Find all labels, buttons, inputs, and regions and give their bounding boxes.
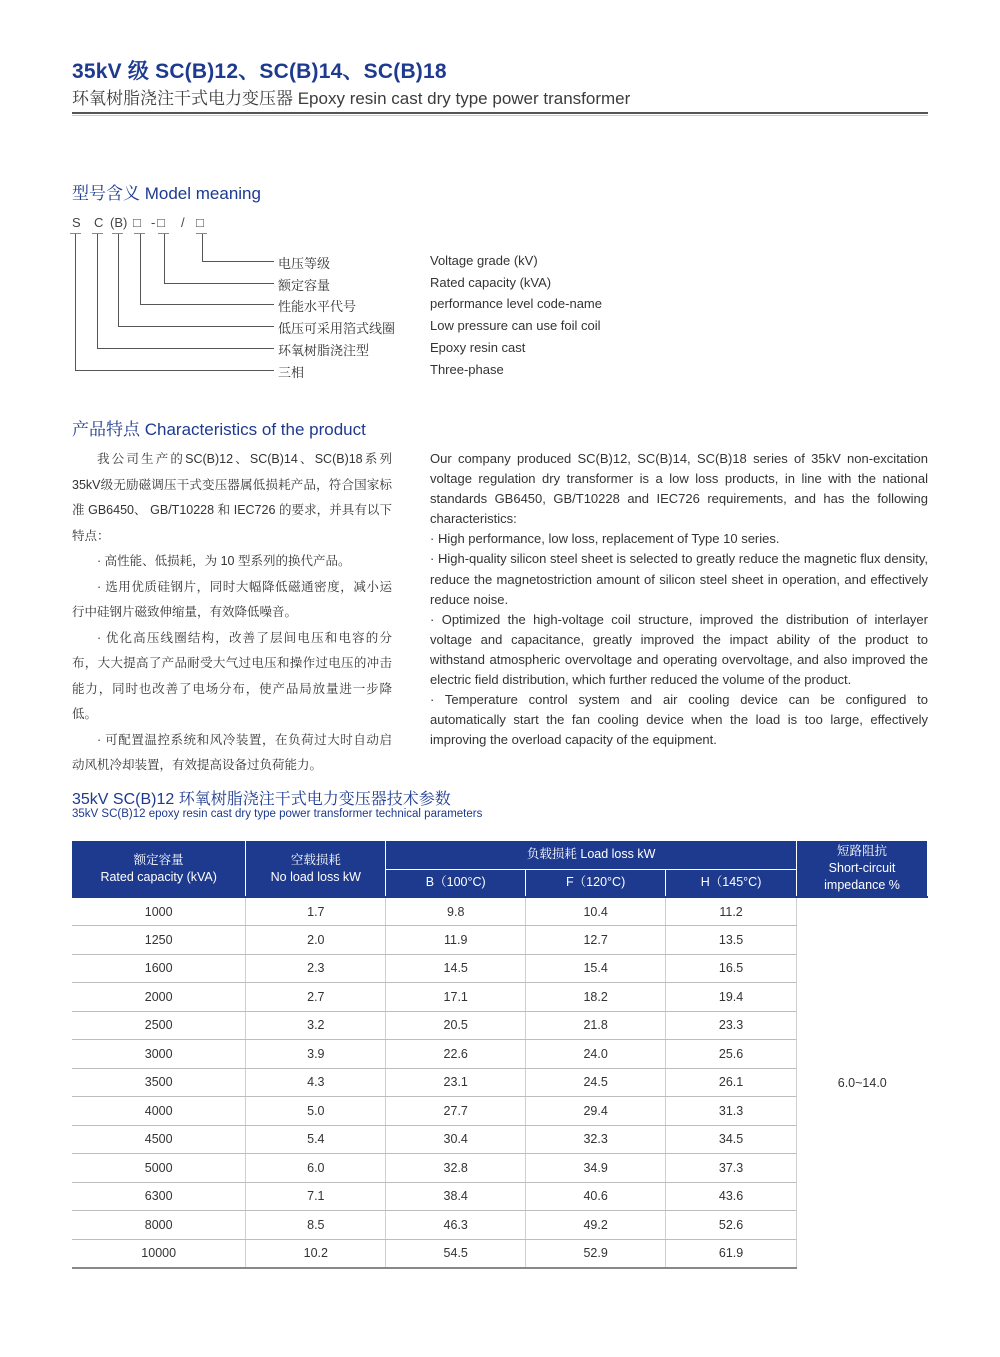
model-item-en: Low pressure can use foil coil bbox=[430, 318, 601, 333]
header-rated-capacity bbox=[72, 841, 246, 897]
cell-capacity: 4500 bbox=[72, 1125, 246, 1154]
cell-noload: 7.1 bbox=[246, 1182, 386, 1211]
header-class-b: B（100°C) bbox=[386, 869, 526, 897]
title-divider bbox=[72, 112, 928, 114]
leader-line bbox=[202, 261, 274, 262]
cell-capacity: 10000 bbox=[72, 1239, 246, 1268]
cell-b: 11.9 bbox=[386, 926, 526, 955]
leader-line bbox=[164, 283, 274, 284]
model-meaning-heading: 型号含义 Model meaning bbox=[72, 184, 261, 203]
header-impedance-en2: impedance % bbox=[824, 878, 900, 892]
cell-h: 61.9 bbox=[666, 1239, 797, 1268]
leader-line bbox=[97, 348, 274, 349]
cell-h: 52.6 bbox=[666, 1211, 797, 1240]
en-paragraph: Our company produced SC(B)12, SC(B)14, SC(B)18 series of 35kV non-excitation voltage regulation dry transformer is a low loss products, in line with the national standards GB6450, GB/T10228 and IEC726 requirements, and has the following characteristics: bbox=[430, 451, 928, 527]
tech-params-table bbox=[72, 841, 928, 1269]
header-no-load-loss-en: No load loss kW bbox=[270, 869, 361, 884]
cell-h: 37.3 bbox=[666, 1154, 797, 1183]
leader-line bbox=[118, 234, 119, 326]
cell-f: 49.2 bbox=[526, 1211, 666, 1240]
code-char-c: C bbox=[94, 215, 104, 230]
en-bullet: · Temperature control system and air cooling device can be configured to automatically start the fan cooling device when the load is too large, effectively improving the overload capacity of the equipment. bbox=[430, 692, 928, 748]
cell-f: 24.0 bbox=[526, 1040, 666, 1069]
code-char-box-performance: □ bbox=[133, 215, 141, 230]
cell-noload: 5.4 bbox=[246, 1125, 386, 1154]
cell-noload: 1.7 bbox=[246, 897, 386, 926]
cell-b: 27.7 bbox=[386, 1097, 526, 1126]
cell-b: 14.5 bbox=[386, 954, 526, 983]
cell-noload: 8.5 bbox=[246, 1211, 386, 1240]
code-char-b: (B) bbox=[110, 215, 128, 230]
model-item-cn: 性能水平代号 bbox=[278, 299, 357, 314]
cell-b: 30.4 bbox=[386, 1125, 526, 1154]
header-rated-capacity-cn: 额定容量 bbox=[133, 852, 184, 867]
cell-h: 11.2 bbox=[666, 897, 797, 926]
model-item-cn: 环氧树脂浇注型 bbox=[278, 343, 370, 358]
page-title: 35kV 级 SC(B)12、SC(B)14、SC(B)18 bbox=[72, 60, 447, 83]
table-row bbox=[72, 897, 928, 926]
cell-capacity: 1000 bbox=[72, 897, 246, 926]
cn-bullet: · 高性能、低损耗，为 10 型系列的换代产品。 bbox=[97, 554, 351, 568]
cell-f: 21.8 bbox=[526, 1011, 666, 1040]
cell-h: 25.6 bbox=[666, 1040, 797, 1069]
model-item-cn: 电压等级 bbox=[278, 256, 331, 271]
cell-b: 9.8 bbox=[386, 897, 526, 926]
cell-noload: 3.2 bbox=[246, 1011, 386, 1040]
leader-line bbox=[97, 234, 98, 348]
model-item-cn: 低压可采用箔式线圈 bbox=[278, 321, 396, 336]
cell-h: 34.5 bbox=[666, 1125, 797, 1154]
code-char-slash: / bbox=[181, 215, 185, 230]
cell-capacity: 5000 bbox=[72, 1154, 246, 1183]
model-item-cn: 额定容量 bbox=[278, 278, 331, 293]
cell-noload: 2.7 bbox=[246, 983, 386, 1012]
cell-b: 23.1 bbox=[386, 1068, 526, 1097]
leader-line bbox=[118, 326, 274, 327]
tech-params-subtitle: 35kV SC(B)12 epoxy resin cast dry type power transformer technical parameters bbox=[72, 808, 483, 820]
model-item-cn: 三相 bbox=[278, 365, 305, 380]
page-subtitle: 环氧树脂浇注干式电力变压器 Epoxy resin cast dry type power transformer bbox=[72, 89, 631, 108]
en-bullet: · High-quality silicon steel sheet is selected to greatly reduce the magnetic flux density, reduce the magnetostriction amount of silicon steel sheet in operation, and effectively reduce noise. bbox=[430, 551, 928, 607]
leader-line bbox=[140, 234, 141, 304]
cell-b: 38.4 bbox=[386, 1182, 526, 1211]
cell-noload: 3.9 bbox=[246, 1040, 386, 1069]
cell-capacity: 1600 bbox=[72, 954, 246, 983]
cell-capacity: 3500 bbox=[72, 1068, 246, 1097]
cell-capacity: 6300 bbox=[72, 1182, 246, 1211]
cell-b: 54.5 bbox=[386, 1239, 526, 1268]
cell-h: 13.5 bbox=[666, 926, 797, 955]
header-no-load-loss-cn: 空载损耗 bbox=[290, 852, 341, 867]
header-impedance bbox=[797, 841, 928, 897]
cell-b: 17.1 bbox=[386, 983, 526, 1012]
cell-f: 52.9 bbox=[526, 1239, 666, 1268]
cell-h: 16.5 bbox=[666, 954, 797, 983]
model-item-en: Voltage grade (kV) bbox=[430, 253, 538, 268]
cell-capacity: 2500 bbox=[72, 1011, 246, 1040]
en-bullet: · High performance, low loss, replacement of Type 10 series. bbox=[430, 531, 780, 547]
cell-f: 34.9 bbox=[526, 1154, 666, 1183]
code-char-s: S bbox=[72, 215, 81, 230]
cell-f: 29.4 bbox=[526, 1097, 666, 1126]
header-impedance-cn: 短路阻抗 bbox=[837, 844, 888, 858]
cell-noload: 6.0 bbox=[246, 1154, 386, 1183]
cn-bullet: · 可配置温控系统和风冷装置，在负荷过大时自动启动风机冷却装置，有效提高设备过负荷能力。 bbox=[72, 732, 392, 772]
header-impedance-en1: Short-circuit bbox=[828, 861, 896, 875]
title-divider-thin bbox=[72, 115, 928, 116]
leader-line bbox=[75, 370, 274, 371]
cell-noload: 4.3 bbox=[246, 1068, 386, 1097]
cell-noload: 5.0 bbox=[246, 1097, 386, 1126]
cell-capacity: 8000 bbox=[72, 1211, 246, 1240]
model-item-en: Rated capacity (kVA) bbox=[430, 275, 552, 290]
cell-b: 22.6 bbox=[386, 1040, 526, 1069]
header-class-f: F（120°C) bbox=[526, 869, 666, 897]
leader-line bbox=[202, 234, 203, 261]
cell-b: 20.5 bbox=[386, 1011, 526, 1040]
header-rated-capacity-en: Rated capacity (kVA) bbox=[100, 869, 217, 884]
model-item-en: Three-phase bbox=[430, 362, 504, 377]
cell-f: 15.4 bbox=[526, 954, 666, 983]
leader-line bbox=[75, 234, 76, 370]
cell-capacity: 3000 bbox=[72, 1040, 246, 1069]
cell-capacity: 4000 bbox=[72, 1097, 246, 1126]
tech-params-title: 35kV SC(B)12 环氧树脂浇注干式电力变压器技术参数 bbox=[72, 791, 451, 808]
cell-f: 10.4 bbox=[526, 897, 666, 926]
code-char-box-voltage: □ bbox=[196, 215, 204, 230]
model-item-en: Epoxy resin cast bbox=[430, 340, 526, 355]
leader-line bbox=[140, 304, 274, 305]
cell-noload: 2.0 bbox=[246, 926, 386, 955]
cell-f: 12.7 bbox=[526, 926, 666, 955]
code-char-box-capacity: □ bbox=[157, 215, 165, 230]
characteristics-heading: 产品特点 Characteristics of the product bbox=[72, 420, 366, 439]
cell-f: 32.3 bbox=[526, 1125, 666, 1154]
header-class-h: H（145°C) bbox=[666, 869, 797, 897]
en-bullet: · Optimized the high-voltage coil structure, improved the distribution of interlayer voltage and capacitance, greatly improved the impact ability of the product to withstand atmospheric overvoltage and operating overvoltage, and also improved the electric field distribution, which further reduced the volume of the product. bbox=[430, 611, 928, 688]
cell-capacity: 1250 bbox=[72, 926, 246, 955]
code-char-dash: - bbox=[151, 215, 156, 230]
tech-params-body bbox=[72, 897, 928, 1268]
cell-impedance: 6.0~14.0 bbox=[797, 897, 928, 1268]
cn-bullet: · 选用优质硅钢片，同时大幅降低磁通密度，减小运行中硅钢片磁致伸缩量，有效降低噪音。 bbox=[72, 579, 392, 619]
leader-line bbox=[164, 234, 165, 283]
header-load-loss: 负载损耗 Load loss kW bbox=[386, 841, 797, 869]
cell-h: 26.1 bbox=[666, 1068, 797, 1097]
cell-h: 31.3 bbox=[666, 1097, 797, 1126]
cell-f: 40.6 bbox=[526, 1182, 666, 1211]
cell-f: 18.2 bbox=[526, 983, 666, 1012]
model-item-en: performance level code-name bbox=[430, 296, 602, 311]
cell-b: 32.8 bbox=[386, 1154, 526, 1183]
cell-h: 23.3 bbox=[666, 1011, 797, 1040]
cell-b: 46.3 bbox=[386, 1211, 526, 1240]
cell-h: 19.4 bbox=[666, 983, 797, 1012]
cell-f: 24.5 bbox=[526, 1068, 666, 1097]
cell-noload: 10.2 bbox=[246, 1239, 386, 1268]
cell-capacity: 2000 bbox=[72, 983, 246, 1012]
characteristics-cn bbox=[72, 447, 392, 779]
cell-h: 43.6 bbox=[666, 1182, 797, 1211]
cell-noload: 2.3 bbox=[246, 954, 386, 983]
cn-bullet: · 优化高压线圈结构，改善了层间电压和电容的分布，大大提高了产品耐受大气过电压和操作过电压的冲击能力，同时也改善了电场分布，使产品局放量进一步降低。 bbox=[72, 630, 392, 721]
cn-paragraph: 我公司生产的SC(B)12、SC(B)14、SC(B)18系列35kV级无励磁调压干式变压器属低损耗产品，符合国家标准 GB6450、 GB/T10228 和 IEC726 的要求，并具有以下特点： bbox=[72, 452, 392, 543]
header-no-load-loss bbox=[246, 841, 386, 897]
characteristics-en bbox=[430, 449, 928, 750]
